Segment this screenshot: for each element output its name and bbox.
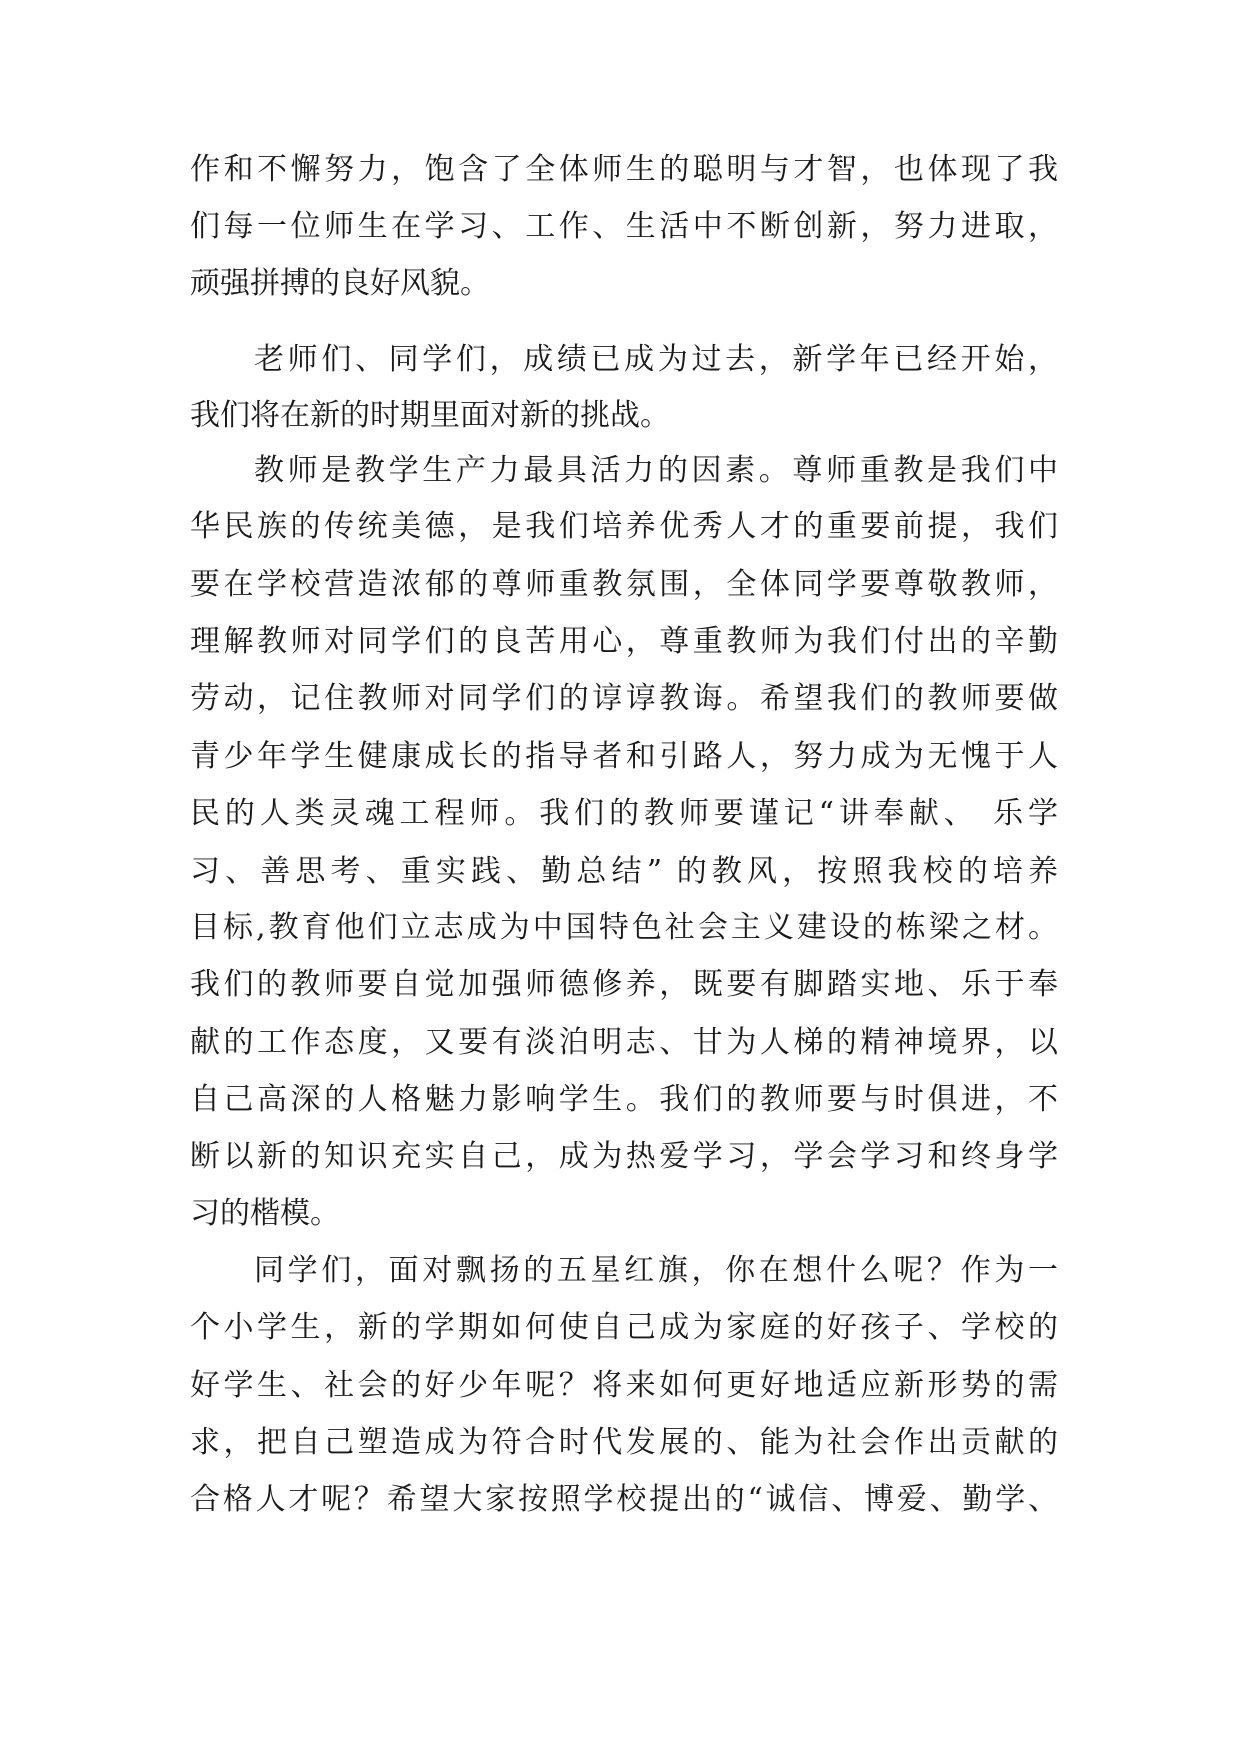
text-line: 顽强拼搏的良好风貌。 — [190, 266, 490, 301]
paragraph-first-line: 同学们，面对飘扬的五星红旗，你在想什么呢？作为一 — [254, 1253, 1058, 1288]
text-line: 习、善思考、重实践、勤总结” 的教风，按照我校的培养 — [190, 854, 1058, 889]
text-line: 作和不懈努力，饱含了全体师生的聪明与才智，也体现了我 — [190, 152, 1058, 187]
text-line: 献的工作态度，又要有淡泊明志、甘为人梯的精神境界，以 — [190, 1025, 1058, 1060]
text-line: 目标,教育他们立志成为中国特色社会主义建设的栋梁之材。 — [190, 910, 1058, 945]
text-line: 自己高深的人格魅力影响学生。我们的教师要与时俱进，不 — [190, 1082, 1058, 1117]
text-line: 我们将在新的时期里面对新的挑战。 — [190, 398, 670, 433]
text-line: 青少年学生健康成长的指导者和引路人，努力成为无愧于人 — [190, 739, 1058, 774]
text-line: 华民族的传统美德，是我们培养优秀人才的重要前提，我们 — [190, 509, 1058, 544]
text-line: 劳动，记住教师对同学们的谆谆教诲。希望我们的教师要做 — [190, 681, 1058, 716]
text-line: 求，把自己塑造成为符合时代发展的、能为社会作出贡献的 — [190, 1425, 1058, 1460]
paragraph-first-line: 老师们、同学们，成绩已成为过去，新学年已经开始， — [254, 342, 1058, 377]
text-line: 好学生、社会的好少年呢？将来如何更好地适应新形势的需 — [190, 1368, 1058, 1403]
text-line: 断以新的知识充实自己，成为热爱学习，学会学习和终身学 — [190, 1139, 1058, 1174]
text-line: 民的人类灵魂工程师。我们的教师要谨记“讲奉献、 乐学 — [190, 796, 1058, 831]
text-line: 我们的教师要自觉加强师德修养，既要有脚踏实地、乐于奉 — [190, 967, 1058, 1002]
text-line: 要在学校营造浓郁的尊师重教氛围，全体同学要尊敬教师， — [190, 567, 1058, 602]
text-line: 个小学生，新的学期如何使自己成为家庭的好孩子、学校的 — [190, 1310, 1058, 1345]
text-line: 理解教师对同学们的良苦用心，尊重教师为我们付出的辛勤 — [190, 624, 1058, 659]
text-line: 习的楷模。 — [190, 1196, 340, 1231]
text-line: 们每一位师生在学习、工作、生活中不断创新，努力进取， — [190, 209, 1058, 244]
text-line: 合格人才呢？希望大家按照学校提出的“诚信、博爱、勤学、 — [190, 1482, 1058, 1517]
paragraph-first-line: 教师是教学生产力最具活力的因素。尊师重教是我们中 — [254, 453, 1058, 488]
